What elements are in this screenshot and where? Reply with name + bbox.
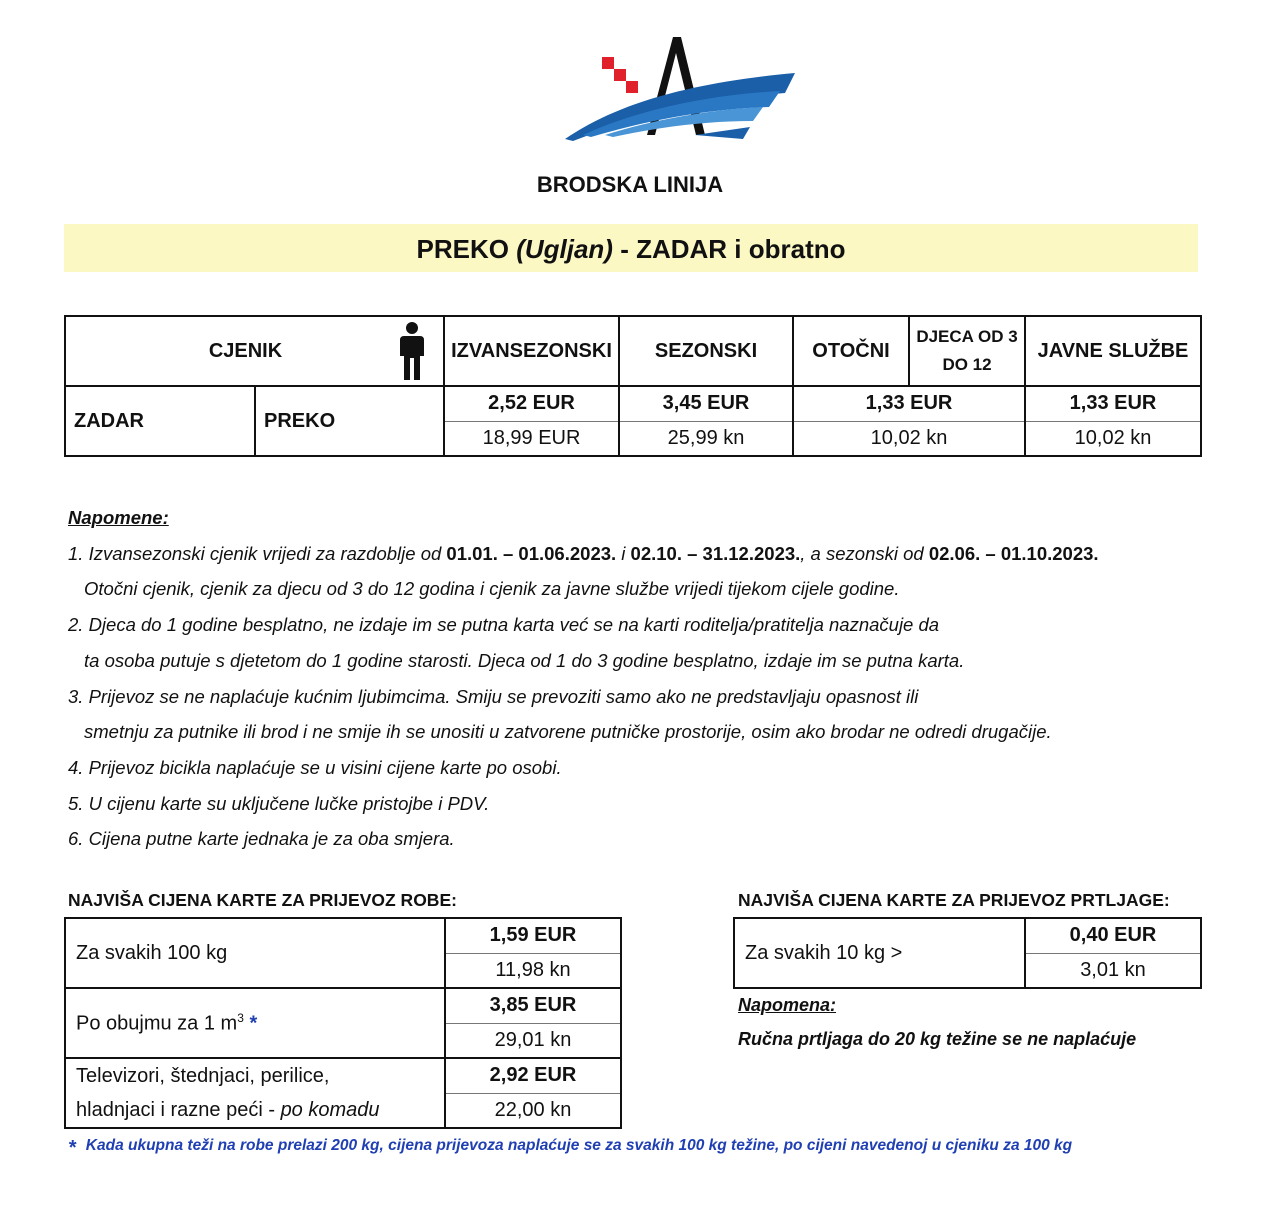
col-javne-sluzbe: JAVNE SLUŽBE bbox=[1025, 316, 1201, 386]
note-1: 1. Izvansezonski cjenik vrijedi za razdoblje od 01.01. – 01.06.2023. i 02.10. – 31.12.2023., a sezonski od 02.06. – 01.10.2023. bbox=[68, 542, 1099, 564]
goods-row-appliances-eur: 2,92 EUR bbox=[445, 1058, 621, 1093]
cjenik-label: CJENIK bbox=[208, 339, 283, 362]
price-eur-sezonski: 3,45 EUR bbox=[619, 386, 793, 421]
route-origin: PREKO bbox=[416, 234, 509, 264]
price-kn-otocni: 10,02 kn bbox=[793, 421, 1025, 456]
luggage-row-eur: 0,40 EUR bbox=[1025, 918, 1201, 953]
page-title: BRODSKA LINIJA bbox=[536, 172, 724, 197]
note-3-line-2: smetnju za putnike ili brod i ne smije ih se unositi u zatvorene putničke prostorije, osim ako brodar ne odredi drugačije. bbox=[84, 721, 1052, 743]
footnote-star: * bbox=[68, 1137, 76, 1159]
luggage-row-kn: 3,01 kn bbox=[1025, 953, 1201, 988]
person-icon bbox=[399, 322, 425, 380]
note-4: 4. Prijevoz bicikla naplaćuje se u visini cijene karte po osobi. bbox=[68, 756, 562, 778]
goods-row-volume-eur: 3,85 EUR bbox=[445, 988, 621, 1023]
footnote-text: Kada ukupna teži na robe prelazi 200 kg, cijena prijevoza naplaćuje se za svakih 100 kg težine, po cijeni navedenoj u cjeniku za 100 kg bbox=[85, 1137, 1073, 1154]
route-destination: - ZADAR i obratno bbox=[612, 234, 846, 264]
goods-row-100kg-eur: 1,59 EUR bbox=[445, 918, 621, 953]
price-table bbox=[64, 315, 1202, 457]
price-kn-javne: 10,02 kn bbox=[1025, 421, 1201, 456]
price-kn-sezonski: 25,99 kn bbox=[619, 421, 793, 456]
luggage-note-text: Ručna prtljaga do 20 kg težine se ne naplaćuje bbox=[738, 1029, 1137, 1049]
origin-cell: ZADAR bbox=[65, 386, 255, 456]
note-2-line-2: ta osoba putuje s djetetom do 1 godine starosti. Djeca od 1 do 3 godine besplatno, izdaje im se putna karta. bbox=[84, 649, 965, 671]
destination-cell: PREKO bbox=[255, 386, 444, 456]
note-6: 6. Cijena putne karte jednaka je za oba smjera. bbox=[68, 828, 455, 850]
notes-section bbox=[68, 500, 1099, 857]
ferry-logo-icon bbox=[555, 35, 805, 145]
goods-row-100kg-kn: 11,98 kn bbox=[445, 953, 621, 988]
price-kn-izvansezonski: 18,99 EUR bbox=[444, 421, 619, 456]
note-5: 5. U cijenu karte su uključene lučke pristojbe i PDV. bbox=[68, 792, 490, 814]
cjenik-header bbox=[65, 316, 444, 386]
goods-row-volume-kn: 29,01 kn bbox=[445, 1023, 621, 1058]
route-island: (Ugljan) bbox=[516, 234, 613, 264]
price-eur-izvansezonski: 2,52 EUR bbox=[444, 386, 619, 421]
footnote bbox=[68, 1137, 1072, 1160]
luggage-note-heading: Napomena: bbox=[738, 995, 837, 1015]
note-3: 3. Prijevoz se ne naplaćuje kućnim ljubimcima. Smiju se prevoziti samo ako ne predstavljaju opasnost ili bbox=[68, 685, 919, 707]
note-1-line-2: Otočni cjenik, cjenik za djecu od 3 do 12 godina i cjenik za javne službe vrijedi tijekom cijele godine. bbox=[84, 578, 900, 600]
goods-row-100kg-label: Za svakih 100 kg bbox=[65, 918, 445, 988]
col-sezonski: SEZONSKI bbox=[619, 316, 793, 386]
note-2: 2. Djeca do 1 godine besplatno, ne izdaje im se putna karta već se na karti roditelja/pratitelja naznačuje da bbox=[68, 614, 940, 636]
luggage-table bbox=[733, 917, 1202, 989]
goods-row-volume-label: Po obujmu za 1 $m^3$ * bbox=[65, 988, 445, 1058]
col-otocni: OTOČNI bbox=[793, 316, 909, 386]
col-izvansezonski: IZVANSEZONSKI bbox=[444, 316, 619, 386]
luggage-title: NAJVIŠA CIJENA KARTE ZA PRIJEVOZ PRTLJAGE: bbox=[738, 890, 1170, 910]
route-title bbox=[64, 234, 1198, 265]
price-eur-javne: 1,33 EUR bbox=[1025, 386, 1201, 421]
col-djeca: DJECA OD 3 DO 12 bbox=[909, 316, 1025, 386]
price-eur-otocni: 1,33 EUR bbox=[793, 386, 1025, 421]
goods-row-appliances-kn: 22,00 kn bbox=[445, 1093, 621, 1128]
goods-title: NAJVIŠA CIJENA KARTE ZA PRIJEVOZ ROBE: bbox=[68, 890, 457, 910]
goods-row-appliances-label: Televizori, štednjaci, perilice, hladnjaci i razne peći - po komadu bbox=[65, 1058, 445, 1128]
goods-table bbox=[64, 917, 622, 1129]
luggage-row-label: Za svakih 10 kg > bbox=[734, 918, 1025, 988]
notes-heading: Napomene: bbox=[68, 507, 169, 528]
